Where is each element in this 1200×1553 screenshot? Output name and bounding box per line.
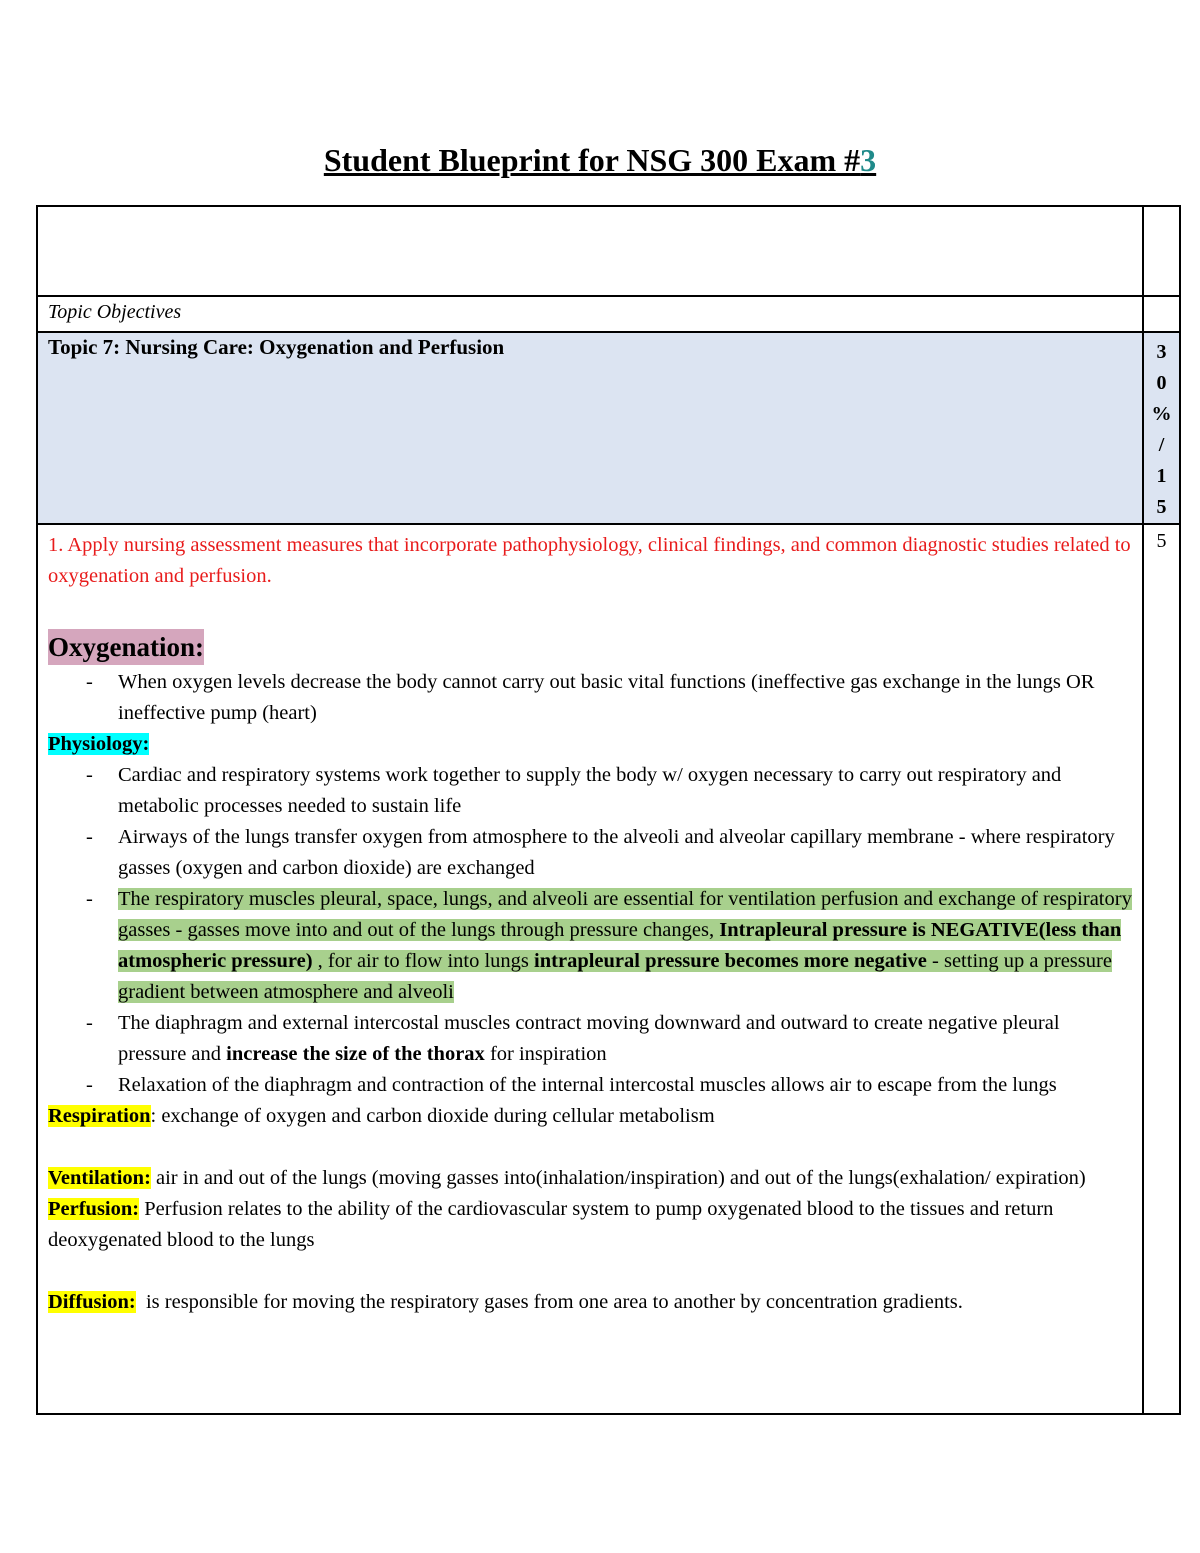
list-item-highlighted: [118, 884, 1132, 1008]
title-text: Student Blueprint for NSG 300 Exam #: [323, 142, 861, 178]
list-item: [118, 1008, 1132, 1070]
spacer: [48, 1256, 1132, 1287]
physiology-list: [48, 760, 1132, 1101]
topic-title: Topic 7: Nursing Care: Oxygenation and Perfusion: [37, 332, 1143, 524]
text: The diaphragm and external intercostal muscles contract moving downward and outward to create negative pleural pressure and: [118, 1012, 1060, 1065]
ventilation-term: Ventilation:: [48, 1167, 151, 1189]
objective-1-text: 1. Apply nursing assessment measures that incorporate pathophysiology, clinical findings, and common diagnostic studies related to oxygenation and perfusion.: [48, 534, 1131, 587]
objective-content: [37, 524, 1143, 1414]
highlight-text: , for air to flow into lungs: [312, 950, 535, 972]
exam-number: 3: [860, 142, 877, 178]
perfusion-definition: [48, 1194, 1132, 1256]
list-item: - When oxygen levels decrease the body cannot carry out basic vital functions (ineffective gas exchange in the lungs OR ineffective pump (heart): [118, 667, 1132, 729]
bold-text: intrapleural pressure becomes more negative: [534, 950, 927, 972]
oxygenation-heading: Oxygenation:: [48, 629, 204, 665]
ventilation-text: air in and out of the lungs (moving gasses into(inhalation/inspiration) and out of the lungs(exhalation/ expiration): [150, 1167, 1086, 1189]
text: for inspiration: [484, 1043, 607, 1065]
perfusion-text: Perfusion relates to the ability of the cardiovascular system to pump oxygenated blood to the tissues and return deoxygenated blood to the lungs: [48, 1198, 1054, 1251]
respiration-definition: [48, 1101, 1132, 1132]
weight-char: 0: [1156, 372, 1167, 394]
topic-row: [37, 332, 1180, 524]
weight-char: /: [1158, 434, 1165, 456]
weight-char: 1: [1156, 465, 1167, 487]
weight-char: 5: [1156, 496, 1167, 518]
objective-1-weight: 5: [1143, 524, 1180, 1414]
header-row: [37, 206, 1180, 296]
diffusion-term: Diffusion:: [48, 1291, 136, 1313]
spacer: [48, 592, 1132, 623]
weight-char: %: [1151, 403, 1172, 425]
ventilation-definition: [48, 1163, 1132, 1194]
objectives-label: Topic Objectives: [37, 296, 1143, 332]
list-item: - Relaxation of the diaphragm and contraction of the internal intercostal muscles allows air to escape from the lungs: [118, 1070, 1132, 1101]
topic-weight: [1143, 332, 1180, 524]
objective-row: [37, 524, 1180, 1414]
objectives-label-row: [37, 296, 1180, 332]
weight-char: 3: [1156, 341, 1167, 363]
respiration-term: Respiration: [48, 1105, 151, 1127]
oxygenation-list: [48, 667, 1132, 729]
list-item: - Cardiac and respiratory systems work together to supply the body w/ oxygen necessary to carry out respiratory and metabolic processes needed to sustain life: [118, 760, 1132, 822]
highlight-text: - setting up a pressure gradient between atmosphere and alveoli: [118, 950, 1112, 1003]
header-side-cell: [1143, 206, 1180, 296]
physiology-heading: Physiology:: [48, 733, 150, 755]
highlight-text: The respiratory muscles pleural, space, lungs, and alveoli are essential for ventilation perfusion and exchange of respiratory gasses - gasses move into and out of the lungs through pressure changes,: [118, 888, 1132, 941]
header-cell: [37, 206, 1143, 296]
bold-text: increase the size of the thorax: [226, 1043, 485, 1065]
perfusion-term: Perfusion:: [48, 1198, 140, 1220]
bold-text: Intrapleural pressure is NEGATIVE(less than atmospheric pressure): [118, 919, 1122, 972]
diffusion-text: is responsible for moving the respiratory gases from one area to another by concentration gradients.: [135, 1291, 963, 1313]
objectives-side-cell: [1143, 296, 1180, 332]
spacer: [48, 1132, 1132, 1163]
respiration-text: : exchange of oxygen and carbon dioxide during cellular metabolism: [150, 1105, 715, 1127]
blueprint-table: [36, 205, 1181, 1415]
page-title: [0, 142, 1200, 179]
diffusion-definition: [48, 1287, 1132, 1318]
list-item: - Airways of the lungs transfer oxygen from atmosphere to the alveoli and alveolar capillary membrane - where respiratory gasses (oxygen and carbon dioxide) are exchanged: [118, 822, 1132, 884]
